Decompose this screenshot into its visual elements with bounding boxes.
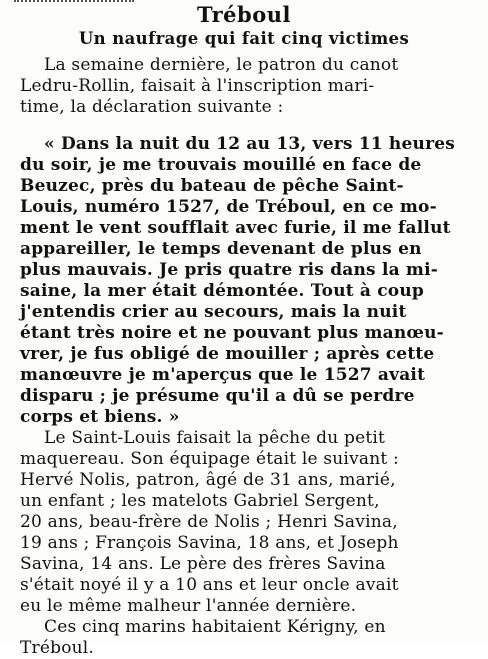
text-line: Tréboul. bbox=[20, 638, 95, 658]
text-line: Ces cinq marins habitaient Kérigny, en bbox=[44, 617, 386, 637]
text-line: La semaine dernière, le patron du canot bbox=[44, 55, 399, 75]
text-line: Hervé Nolis, patron, âgé de 31 ans, marié, bbox=[20, 470, 396, 490]
text-line: disparu ; je présume qu'il a dû se perdre bbox=[20, 386, 415, 406]
text-line: appareiller, le temps devenant de plus en bbox=[20, 239, 422, 259]
text-line: j'entendis crier au secours, mais la nuit bbox=[20, 302, 407, 322]
text-line: vrer, je fus obligé de mouiller ; après cette bbox=[20, 344, 435, 364]
text-line: étant très noire et ne pouvant plus manœu- bbox=[20, 323, 444, 343]
text-line: ment le vent soufflait avec furie, il me fallut bbox=[20, 218, 451, 238]
text-line: « Dans la nuit du 12 au 13, vers 11 heures bbox=[44, 134, 456, 154]
text-line: corps et biens. » bbox=[20, 407, 180, 427]
text-line: un enfant ; les matelots Gabriel Sergent, bbox=[20, 491, 380, 511]
article-subtitle: Un naufrage qui fait cinq victimes bbox=[78, 29, 410, 48]
text-line: du soir, je me trouvais mouillé en face de bbox=[20, 155, 422, 175]
article-title: Tréboul bbox=[197, 2, 291, 27]
text-line: plus mauvais. Je pris quatre ris dans la mi- bbox=[20, 260, 439, 280]
text-line: Beuzec, près du bateau de pêche Saint- bbox=[20, 176, 404, 196]
text-line: manœuvre je m'aperçus que le 1527 avait bbox=[20, 365, 426, 385]
text-line: eu le même malheur l'année dernière. bbox=[20, 596, 357, 616]
text-line: Ledru-Rollin, faisait à l'inscription mari- bbox=[20, 76, 375, 96]
text-line: maquereau. Son équipage était le suivant : bbox=[20, 449, 399, 469]
text-line: s'était noyé il y a 10 ans et leur oncle avait bbox=[20, 575, 399, 595]
text-line: Louis, numéro 1527, de Tréboul, en ce mo- bbox=[20, 197, 437, 217]
text-line: Le Saint-Louis faisait la pêche du petit bbox=[44, 428, 386, 448]
text-line: 20 ans, beau-frère de Nolis ; Henri Savina, bbox=[20, 512, 398, 532]
text-line: saine, la mer était démontée. Tout à coup bbox=[20, 281, 424, 301]
text-line: 19 ans ; François Savina, 18 ans, et Joseph bbox=[20, 533, 399, 553]
text-line: Savina, 14 ans. Le père des frères Savina bbox=[20, 554, 386, 574]
text-line: time, la déclaration suivante : bbox=[20, 97, 284, 117]
